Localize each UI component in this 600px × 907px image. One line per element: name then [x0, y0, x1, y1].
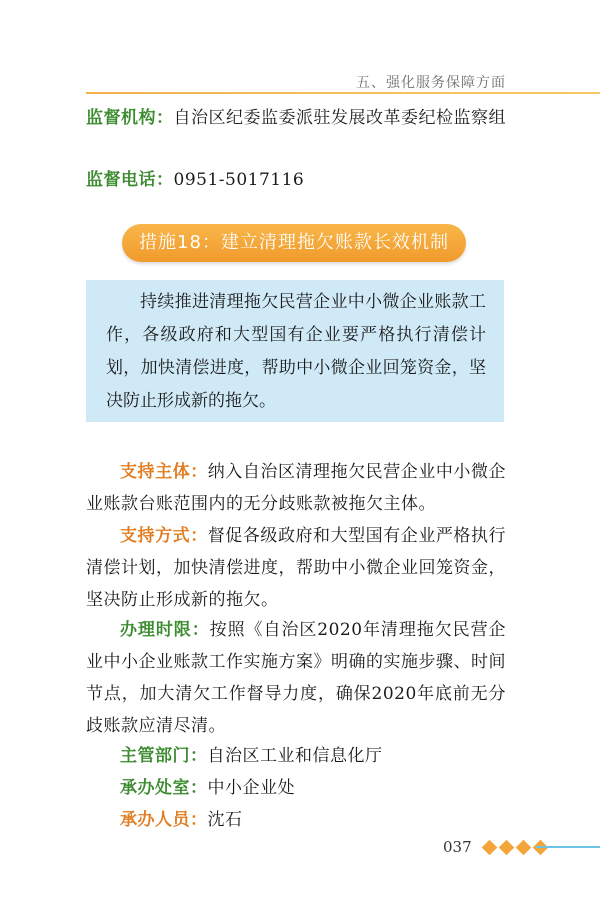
diamond-icon [516, 840, 532, 856]
detail-subject-label: 支持主体： [120, 462, 208, 482]
supervision-org [86, 102, 506, 134]
footer-rule [536, 846, 600, 848]
detail-method [86, 520, 506, 616]
detail-deadline-value: 按照《自治区2020年清理拖欠民营企业中小企业账款工作实施方案》明确的实施步骤、时间节点，加大清欠工作督导力度，确保2020年底前无分歧账款应清尽清。 [86, 620, 507, 736]
supervision-phone [86, 164, 506, 196]
supervision-org-value: 自治区纪委监委派驻发展改革委纪检监察组 [173, 108, 506, 128]
section-header: 五、强化服务保障方面 [356, 75, 506, 91]
detail-dept-value: 自治区工业和信息化厅 [207, 746, 383, 766]
detail-method-value: 督促各级政府和大型国有企业严格执行清偿计划，加快清偿进度，帮助中小微企业回笼资金，坚决防止形成新的拖欠。 [86, 526, 507, 610]
detail-office-label: 承办处室： [120, 778, 208, 798]
detail-person-value: 沈石 [207, 810, 243, 830]
supervision-phone-label: 监督电话： [86, 170, 174, 190]
detail-subject-value: 纳入自治区清理拖欠民营企业中小微企业账款台账范围内的无分歧账款被拖欠主体。 [86, 462, 507, 514]
measure-summary-box [86, 280, 504, 422]
detail-subject [86, 456, 506, 520]
diamond-icon [482, 840, 498, 856]
supervision-phone-value: 0951-5017116 [173, 170, 305, 190]
detail-dept [86, 740, 506, 772]
detail-deadline [86, 614, 506, 742]
detail-office [86, 772, 506, 804]
page-number: 037 [443, 838, 472, 856]
supervision-org-label: 监督机构： [86, 108, 174, 128]
detail-person-label: 承办人员： [120, 810, 208, 830]
detail-person [86, 804, 506, 836]
measure-summary: 持续推进清理拖欠民营企业中小微企业账款工作，各级政府和大型国有企业要严格执行清偿计划，加快清偿进度，帮助中小微企业回笼资金，坚决防止形成新的拖欠。 [106, 292, 486, 411]
detail-office-value: 中小企业处 [207, 778, 295, 798]
detail-method-label: 支持方式： [120, 526, 208, 546]
detail-dept-label: 主管部门： [120, 746, 208, 766]
diamond-icon [499, 840, 515, 856]
header-rule [86, 92, 600, 94]
detail-deadline-label: 办理时限： [120, 620, 210, 640]
measure-title: 措施18：建立清理拖欠账款长效机制 [122, 224, 466, 262]
